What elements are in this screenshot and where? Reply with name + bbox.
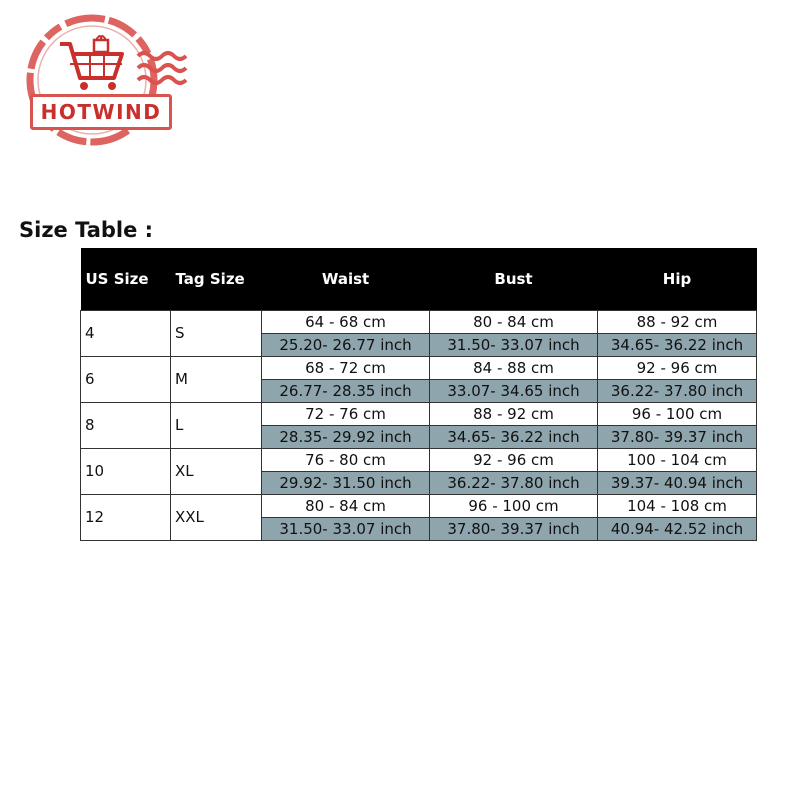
- table-row: [81, 402, 757, 425]
- hip-cm-cell: 104 - 108 cm: [598, 494, 757, 517]
- page-title: Size Table :: [19, 218, 154, 242]
- hip-cm-cell: 96 - 100 cm: [598, 402, 757, 425]
- table-row: [81, 356, 757, 379]
- us-size-cell: 12: [81, 494, 171, 540]
- tag-size-cell: XXL: [171, 494, 262, 540]
- table-header-row: [81, 248, 757, 310]
- bust-inch-cell: 36.22- 37.80 inch: [430, 471, 598, 494]
- bust-inch-cell: 37.80- 39.37 inch: [430, 517, 598, 540]
- shopping-cart-gift-icon: [60, 36, 122, 90]
- tag-size-cell: L: [171, 402, 262, 448]
- bust-cm-cell: 96 - 100 cm: [430, 494, 598, 517]
- hip-inch-cell: 34.65- 36.22 inch: [598, 333, 757, 356]
- hip-inch-cell: 37.80- 39.37 inch: [598, 425, 757, 448]
- logo-wordmark: HOTWIND: [30, 94, 172, 130]
- waist-inch-cell: 28.35- 29.92 inch: [262, 425, 430, 448]
- us-size-cell: 4: [81, 310, 171, 356]
- waist-cm-cell: 72 - 76 cm: [262, 402, 430, 425]
- bust-inch-cell: 33.07- 34.65 inch: [430, 379, 598, 402]
- bust-cm-cell: 84 - 88 cm: [430, 356, 598, 379]
- waist-cm-cell: 64 - 68 cm: [262, 310, 430, 333]
- waist-inch-cell: 25.20- 26.77 inch: [262, 333, 430, 356]
- header-bust: Bust: [494, 269, 533, 288]
- bust-inch-cell: 34.65- 36.22 inch: [430, 425, 598, 448]
- waist-inch-cell: 26.77- 28.35 inch: [262, 379, 430, 402]
- waist-cm-cell: 80 - 84 cm: [262, 494, 430, 517]
- us-size-cell: 6: [81, 356, 171, 402]
- waist-cm-cell: 68 - 72 cm: [262, 356, 430, 379]
- table-row: [81, 494, 757, 517]
- hip-inch-cell: 36.22- 37.80 inch: [598, 379, 757, 402]
- waist-inch-cell: 31.50- 33.07 inch: [262, 517, 430, 540]
- hip-cm-cell: 100 - 104 cm: [598, 448, 757, 471]
- hip-inch-cell: 39.37- 40.94 inch: [598, 471, 757, 494]
- header-us-size: US Size: [85, 269, 149, 288]
- table-row: [81, 310, 757, 333]
- bust-cm-cell: 92 - 96 cm: [430, 448, 598, 471]
- header-tag-size: Tag Size: [175, 269, 245, 288]
- tag-size-cell: S: [171, 310, 262, 356]
- bust-cm-cell: 88 - 92 cm: [430, 402, 598, 425]
- header-hip: Hip: [662, 269, 692, 288]
- us-size-cell: 10: [81, 448, 171, 494]
- waist-inch-cell: 29.92- 31.50 inch: [262, 471, 430, 494]
- bust-inch-cell: 31.50- 33.07 inch: [430, 333, 598, 356]
- header-waist: Waist: [321, 269, 370, 288]
- hotwind-logo: [10, 8, 190, 148]
- size-table: [80, 248, 757, 541]
- us-size-cell: 8: [81, 402, 171, 448]
- table-row: [81, 448, 757, 471]
- bust-cm-cell: 80 - 84 cm: [430, 310, 598, 333]
- tag-size-cell: XL: [171, 448, 262, 494]
- waist-cm-cell: 76 - 80 cm: [262, 448, 430, 471]
- hip-cm-cell: 92 - 96 cm: [598, 356, 757, 379]
- hip-cm-cell: 88 - 92 cm: [598, 310, 757, 333]
- hip-inch-cell: 40.94- 42.52 inch: [598, 517, 757, 540]
- tag-size-cell: M: [171, 356, 262, 402]
